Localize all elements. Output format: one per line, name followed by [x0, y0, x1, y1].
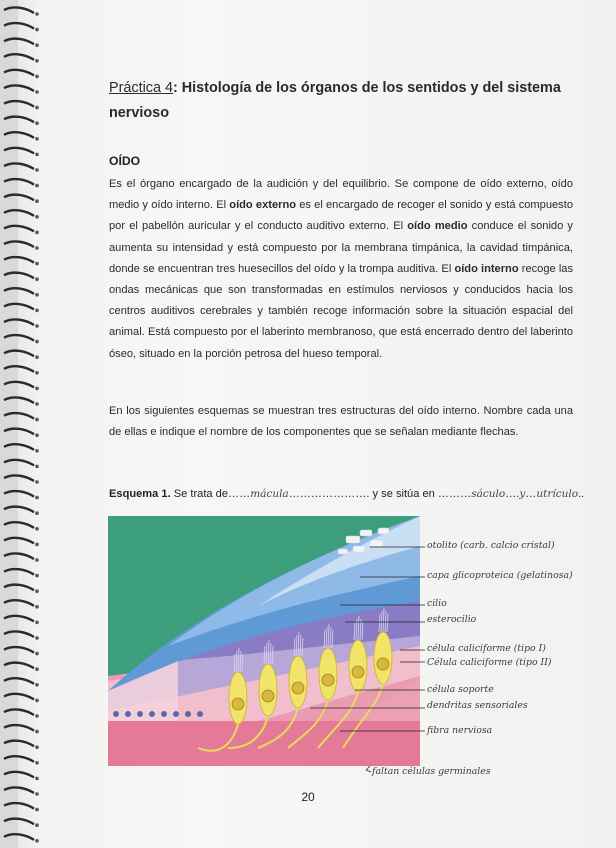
binding-hole	[35, 823, 39, 827]
bold-term: oído externo	[229, 199, 296, 212]
handwritten-answer-structure: mácula	[250, 488, 289, 500]
binding-hole	[35, 355, 39, 359]
esquema-label: Esquema 1.	[109, 488, 171, 500]
paragraph-instructions: En los siguientes esquemas se muestran tres estructuras del oído interno. Nombre cada una de ellas e indique el nombre de los componentes que se señalan mediante flechas.	[109, 405, 573, 439]
label-celulas-germinales: faltan células germinales	[372, 766, 491, 777]
binding-hole	[35, 121, 39, 125]
binding-hole	[35, 153, 39, 157]
spiral-binding	[0, 0, 48, 848]
binding-hole	[35, 558, 39, 562]
binding-hole	[35, 433, 39, 437]
binding-hole	[35, 496, 39, 500]
esquema-1-question	[109, 486, 585, 502]
binding-hole	[35, 761, 39, 765]
dots: ………………….	[288, 488, 370, 500]
binding-hole	[35, 636, 39, 640]
bold-term: oído interno	[454, 262, 519, 275]
paragraph-text: Es el órgano encargado de la audición y del equilibrio. Se compone de oído externo, oído medio y oído interno. El	[109, 178, 573, 212]
binding-hole	[35, 340, 39, 344]
label-cilio: cilio	[427, 598, 447, 609]
page-number: 20	[301, 790, 315, 804]
binding-hole	[35, 527, 39, 531]
paragraph-oido	[109, 174, 573, 365]
binding-hole	[35, 215, 39, 219]
label-fibra-nerviosa: fibra nerviosa	[427, 725, 493, 736]
esquema-text: Se trata de	[170, 488, 229, 500]
binding-hole	[35, 371, 39, 375]
handwritten-answer-conjunction: y	[519, 488, 526, 500]
binding-hole	[35, 621, 39, 625]
binding-hole	[35, 418, 39, 422]
binding-hole	[35, 199, 39, 203]
paragraph-text: es el encargado de recoger el sonido y está compuesto por el pabellón auricular y el conducto auditivo externo. El	[109, 199, 573, 233]
binding-hole	[35, 90, 39, 94]
binding-hole	[35, 652, 39, 656]
binding-hole	[35, 59, 39, 63]
label-dendritas: dendritas sensoriales	[427, 700, 528, 711]
binding-hole	[35, 683, 39, 687]
binding-hole	[35, 839, 39, 843]
macula-diagram	[108, 516, 420, 766]
binding-hole	[35, 168, 39, 172]
binding-hole	[35, 246, 39, 250]
binding-hole	[35, 184, 39, 188]
paragraph-text: conduce el sonido y aumenta su intensidad y está compuesto por la membrana timpánica, la cavidad timpánica, donde se encuentran tres huesecillos del oído y la trompa auditiva. El	[109, 220, 573, 275]
binding-hole	[35, 667, 39, 671]
binding-hole	[35, 137, 39, 141]
dots: ……	[228, 488, 251, 500]
binding-hole	[35, 277, 39, 281]
label-esterocilio: esterocilio	[427, 614, 477, 625]
paragraph-text: recoge las ondas mecánicas que son transformadas en estímulos nerviosos y conducidos hacia los centros auditivos cerebrales y también recoge información sobre la situación espacial del animal. Está compuesto por el laberinto membranoso, que está encerrado dentro del laberinto óseo, situado en la porción petrosa del hueso temporal.	[109, 262, 573, 360]
binding-hole	[35, 324, 39, 328]
binding-hole	[35, 231, 39, 235]
binding-hole	[35, 75, 39, 79]
binding-hole	[35, 589, 39, 593]
binding-hole	[35, 714, 39, 718]
binding-hole	[35, 12, 39, 16]
practica-number: Práctica 4	[109, 80, 173, 96]
binding-hole	[35, 387, 39, 391]
esquema-text: y se sitúa en	[369, 488, 438, 500]
binding-hole	[35, 465, 39, 469]
page-title	[109, 76, 579, 126]
binding-hole	[35, 745, 39, 749]
section-heading: OÍDO	[109, 154, 141, 168]
dots: ….	[505, 488, 520, 500]
label-celula-tipo-2: Célula caliciforme (tipo II)	[427, 657, 552, 668]
binding-hole	[35, 293, 39, 297]
binding-hole	[35, 574, 39, 578]
binding-hole	[35, 511, 39, 515]
practica-title: : Histología de los órganos de los sentidos y del sistema nervioso	[109, 80, 561, 121]
handwritten-answer-location: sáculo	[471, 488, 506, 500]
binding-hole	[35, 543, 39, 547]
dots: ………	[437, 488, 472, 500]
binding-hole	[35, 43, 39, 47]
binding-hole	[35, 480, 39, 484]
binding-hole	[35, 28, 39, 32]
binding-hole	[35, 730, 39, 734]
binding-hole	[35, 777, 39, 781]
binding-hole	[35, 309, 39, 313]
dots: ..	[578, 488, 585, 500]
binding-hole	[35, 106, 39, 110]
dots: …	[525, 488, 537, 500]
label-capa-glicoproteica: capa glicoproteica (gelatinosa)	[427, 570, 573, 581]
binding-hole	[35, 262, 39, 266]
bold-term: oído medio	[407, 220, 468, 233]
binding-hole	[35, 402, 39, 406]
binding-hole	[35, 449, 39, 453]
binding-hole	[35, 699, 39, 703]
label-celula-tipo-1: célula caliciforme (tipo I)	[427, 643, 546, 654]
label-celula-soporte: célula soporte	[427, 684, 494, 695]
handwritten-answer-location-2: utrículo	[536, 488, 579, 500]
binding-hole	[35, 808, 39, 812]
label-otolito: otolito (carb. calcio cristal)	[427, 540, 555, 551]
binding-hole	[35, 605, 39, 609]
